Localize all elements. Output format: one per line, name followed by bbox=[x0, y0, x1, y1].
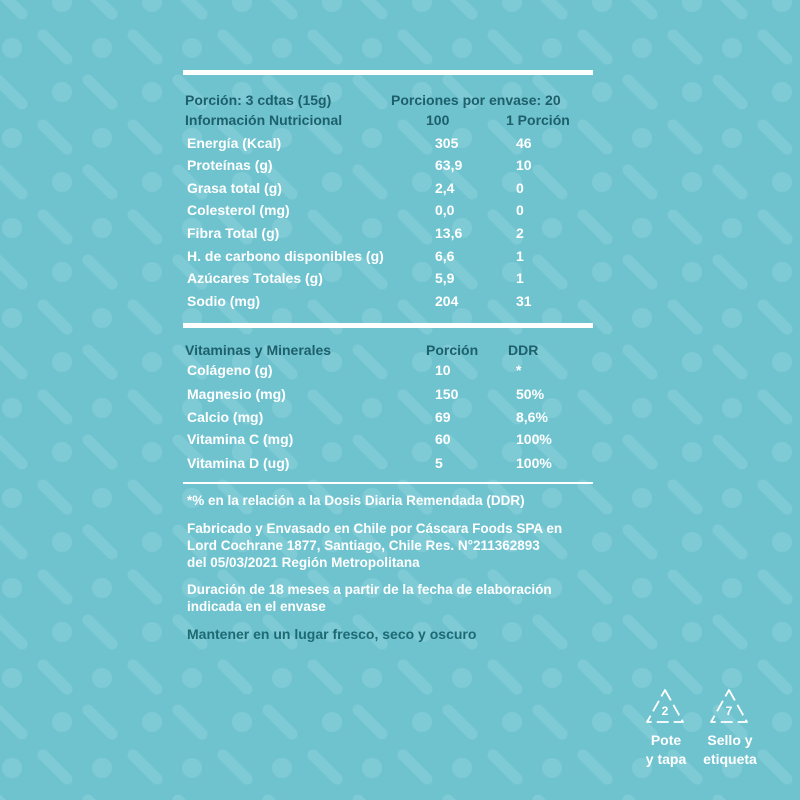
nutrient-name: H. de carbono disponibles (g) bbox=[187, 248, 384, 264]
nutrient-portion: 1 bbox=[516, 248, 524, 264]
recycle-label-sello bbox=[698, 731, 762, 769]
nutrient-per100: 204 bbox=[435, 293, 459, 309]
recycle-label-line: Pote bbox=[650, 732, 682, 748]
recycle-number: 2 bbox=[661, 704, 669, 718]
bottom-divider bbox=[183, 482, 593, 484]
middle-divider bbox=[183, 323, 593, 328]
vitamin-portion: 5 bbox=[435, 455, 443, 471]
nutrient-name: Energía (Kcal) bbox=[187, 135, 282, 151]
nutrient-per100: 63,9 bbox=[435, 157, 463, 173]
nutrient-per100: 0,0 bbox=[435, 202, 455, 218]
mantener-text: Mantener en un lugar fresco, seco y oscuro bbox=[187, 626, 477, 642]
nutrient-name: Proteínas (g) bbox=[187, 157, 273, 173]
porcion-text: Porción: 3 cdtas (15g) bbox=[185, 92, 332, 108]
nutrient-portion: 0 bbox=[516, 180, 524, 196]
recycle-label-line: etiqueta bbox=[703, 751, 757, 767]
nutrient-per100: 6,6 bbox=[435, 248, 455, 264]
nutrient-portion: 46 bbox=[516, 135, 532, 151]
vitamin-name: Colágeno (g) bbox=[187, 362, 273, 378]
nutrient-per100: 305 bbox=[435, 135, 459, 151]
nutrient-portion: 31 bbox=[516, 293, 532, 309]
vitamin-name: Calcio (mg) bbox=[187, 409, 264, 425]
nutrient-per100: 13,6 bbox=[435, 225, 463, 241]
col-100-header: 100 bbox=[426, 112, 450, 128]
nutrient-per100: 5,9 bbox=[435, 270, 455, 286]
nutrient-portion: 0 bbox=[516, 202, 524, 218]
col-ddr-header: DDR bbox=[508, 342, 539, 358]
recycle-2-icon bbox=[643, 686, 687, 728]
nutrient-portion: 1 bbox=[516, 270, 524, 286]
vitamin-portion: 10 bbox=[435, 362, 451, 378]
nutrient-name: Grasa total (g) bbox=[187, 180, 282, 196]
recycle-number: 7 bbox=[725, 704, 733, 718]
duracion-line-2: indicada en el envase bbox=[187, 599, 326, 614]
fabricado-line-1: Fabricado y Envasado en Chile por Cáscara Foods SPA en bbox=[187, 521, 563, 536]
fabricado-line-3: del 05/03/2021 Región Metropolitana bbox=[187, 555, 420, 570]
vitamin-ddr: * bbox=[516, 362, 522, 378]
vitamin-portion: 150 bbox=[435, 386, 459, 402]
recycle-label-line: Sello y bbox=[707, 732, 753, 748]
vitamin-name: Vitamina C (mg) bbox=[187, 431, 294, 447]
recycle-7-icon bbox=[707, 686, 751, 728]
vitamin-ddr: 8,6% bbox=[516, 409, 548, 425]
duracion-line-1: Duración de 18 meses a partir de la fecha de elaboración bbox=[187, 582, 552, 597]
recycle-label-line: y tapa bbox=[645, 751, 687, 767]
vitamin-portion: 69 bbox=[435, 409, 451, 425]
top-divider bbox=[183, 70, 593, 75]
vitamin-name: Vitamina D (ug) bbox=[187, 455, 290, 471]
vitaminas-label: Vitaminas y Minerales bbox=[185, 342, 332, 358]
recycle-label-pote bbox=[640, 731, 692, 769]
nutrient-per100: 2,4 bbox=[435, 180, 455, 196]
porciones-envase-text: Porciones por envase: 20 bbox=[391, 92, 561, 108]
vitamin-portion: 60 bbox=[435, 431, 451, 447]
col-porcion-header: 1 Porción bbox=[506, 112, 570, 128]
vitamin-ddr: 100% bbox=[516, 455, 552, 471]
nutrient-portion: 2 bbox=[516, 225, 524, 241]
info-nutricional-label: Información Nutricional bbox=[185, 112, 343, 128]
vitamin-ddr: 50% bbox=[516, 386, 545, 402]
fabricado-line-2: Lord Cochrane 1877, Santiago, Chile Res. N°211362893 bbox=[187, 538, 540, 553]
vitamin-ddr: 100% bbox=[516, 431, 552, 447]
nutrient-name: Fibra Total (g) bbox=[187, 225, 280, 241]
col-porcion-vit-header: Porción bbox=[426, 342, 479, 358]
ddr-footnote: *% en la relación a la Dosis Diaria Remendada (DDR) bbox=[187, 493, 525, 508]
nutrient-name: Colesterol (mg) bbox=[187, 202, 290, 218]
nutrient-portion: 10 bbox=[516, 157, 532, 173]
vitamin-name: Magnesio (mg) bbox=[187, 386, 286, 402]
nutrient-name: Sodio (mg) bbox=[187, 293, 261, 309]
nutrient-name: Azúcares Totales (g) bbox=[187, 270, 323, 286]
